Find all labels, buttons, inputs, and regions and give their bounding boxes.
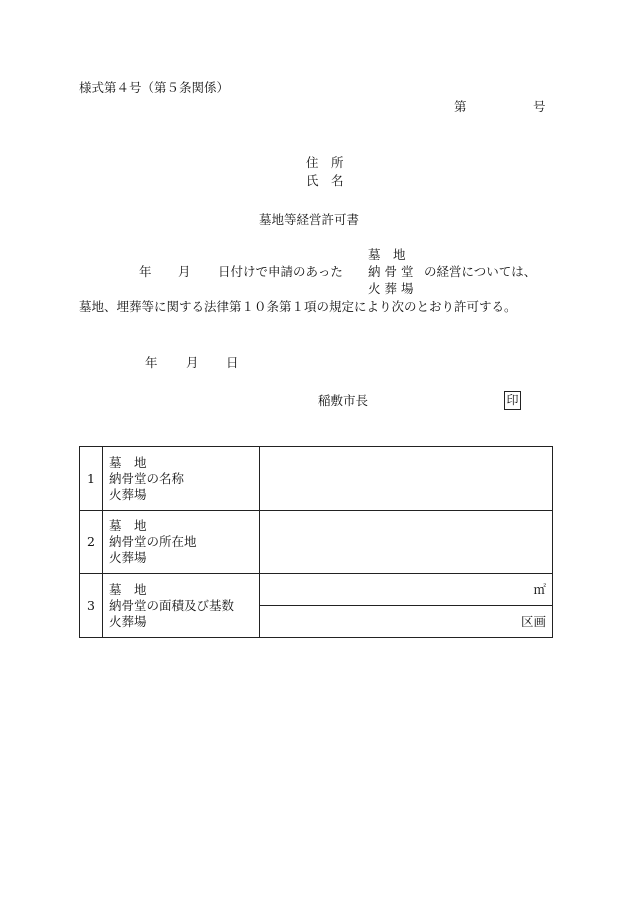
row-label xyxy=(103,511,260,574)
name-label: 氏 名 xyxy=(306,173,344,188)
facility-location-field[interactable] xyxy=(260,511,553,574)
row-label-line: 墓 地 xyxy=(109,518,147,533)
row-number: 3 xyxy=(80,574,103,638)
management-text: の経営については、 xyxy=(424,264,537,279)
table-row xyxy=(80,447,553,511)
row-label-line: 納骨堂の所在地 xyxy=(109,534,197,549)
document-number-suffix: 号 xyxy=(533,99,546,114)
facility-area-field[interactable] xyxy=(260,574,553,606)
row-label-line: 火葬場 xyxy=(109,486,147,502)
row-label-line: 墓 地 xyxy=(109,454,147,470)
application-year: 年 xyxy=(139,264,152,279)
issue-year: 年 xyxy=(145,355,158,370)
row-label xyxy=(103,447,260,511)
table-row xyxy=(80,511,553,574)
document-number-prefix: 第 xyxy=(454,99,467,114)
row-number: 2 xyxy=(80,511,103,574)
permit-details-table xyxy=(79,446,553,638)
law-reference-text: 墓地、埋葬等に関する法律第１０条第１項の規定により次のとおり許可する。 xyxy=(79,299,517,314)
form-number: 様式第４号（第５条関係） xyxy=(79,80,230,95)
plots-unit: 区画 xyxy=(520,613,546,629)
issue-month: 月 xyxy=(186,355,199,370)
seal-mark: 印 xyxy=(504,391,521,410)
row-label-line: 墓 地 xyxy=(109,581,147,597)
row-label-line: 納骨堂の名称 xyxy=(109,470,185,486)
row-label-line: 納骨堂の面積及び基数 xyxy=(109,597,235,613)
row-label-line: 火葬場 xyxy=(109,550,147,565)
application-month: 月 xyxy=(178,264,191,279)
area-unit: ㎡ xyxy=(533,581,546,597)
issuer-name: 稲敷市長 xyxy=(318,393,369,408)
facility-ossuary: 納 骨 堂 xyxy=(368,264,414,279)
facility-crematorium: 火 葬 場 xyxy=(368,281,414,296)
facility-cemetery: 墓 地 xyxy=(368,247,406,262)
facility-plots-field[interactable] xyxy=(260,606,553,638)
facility-name-field[interactable] xyxy=(260,447,553,511)
row-label xyxy=(103,574,260,638)
issue-day: 日 xyxy=(226,355,239,370)
row-number: 1 xyxy=(80,447,103,511)
document-title: 墓地等経営許可書 xyxy=(259,212,360,227)
row-label-line: 火葬場 xyxy=(109,613,147,629)
address-label: 住 所 xyxy=(306,155,344,170)
application-date-text: 日付けで申請のあった xyxy=(218,264,343,279)
table-row xyxy=(80,574,553,606)
